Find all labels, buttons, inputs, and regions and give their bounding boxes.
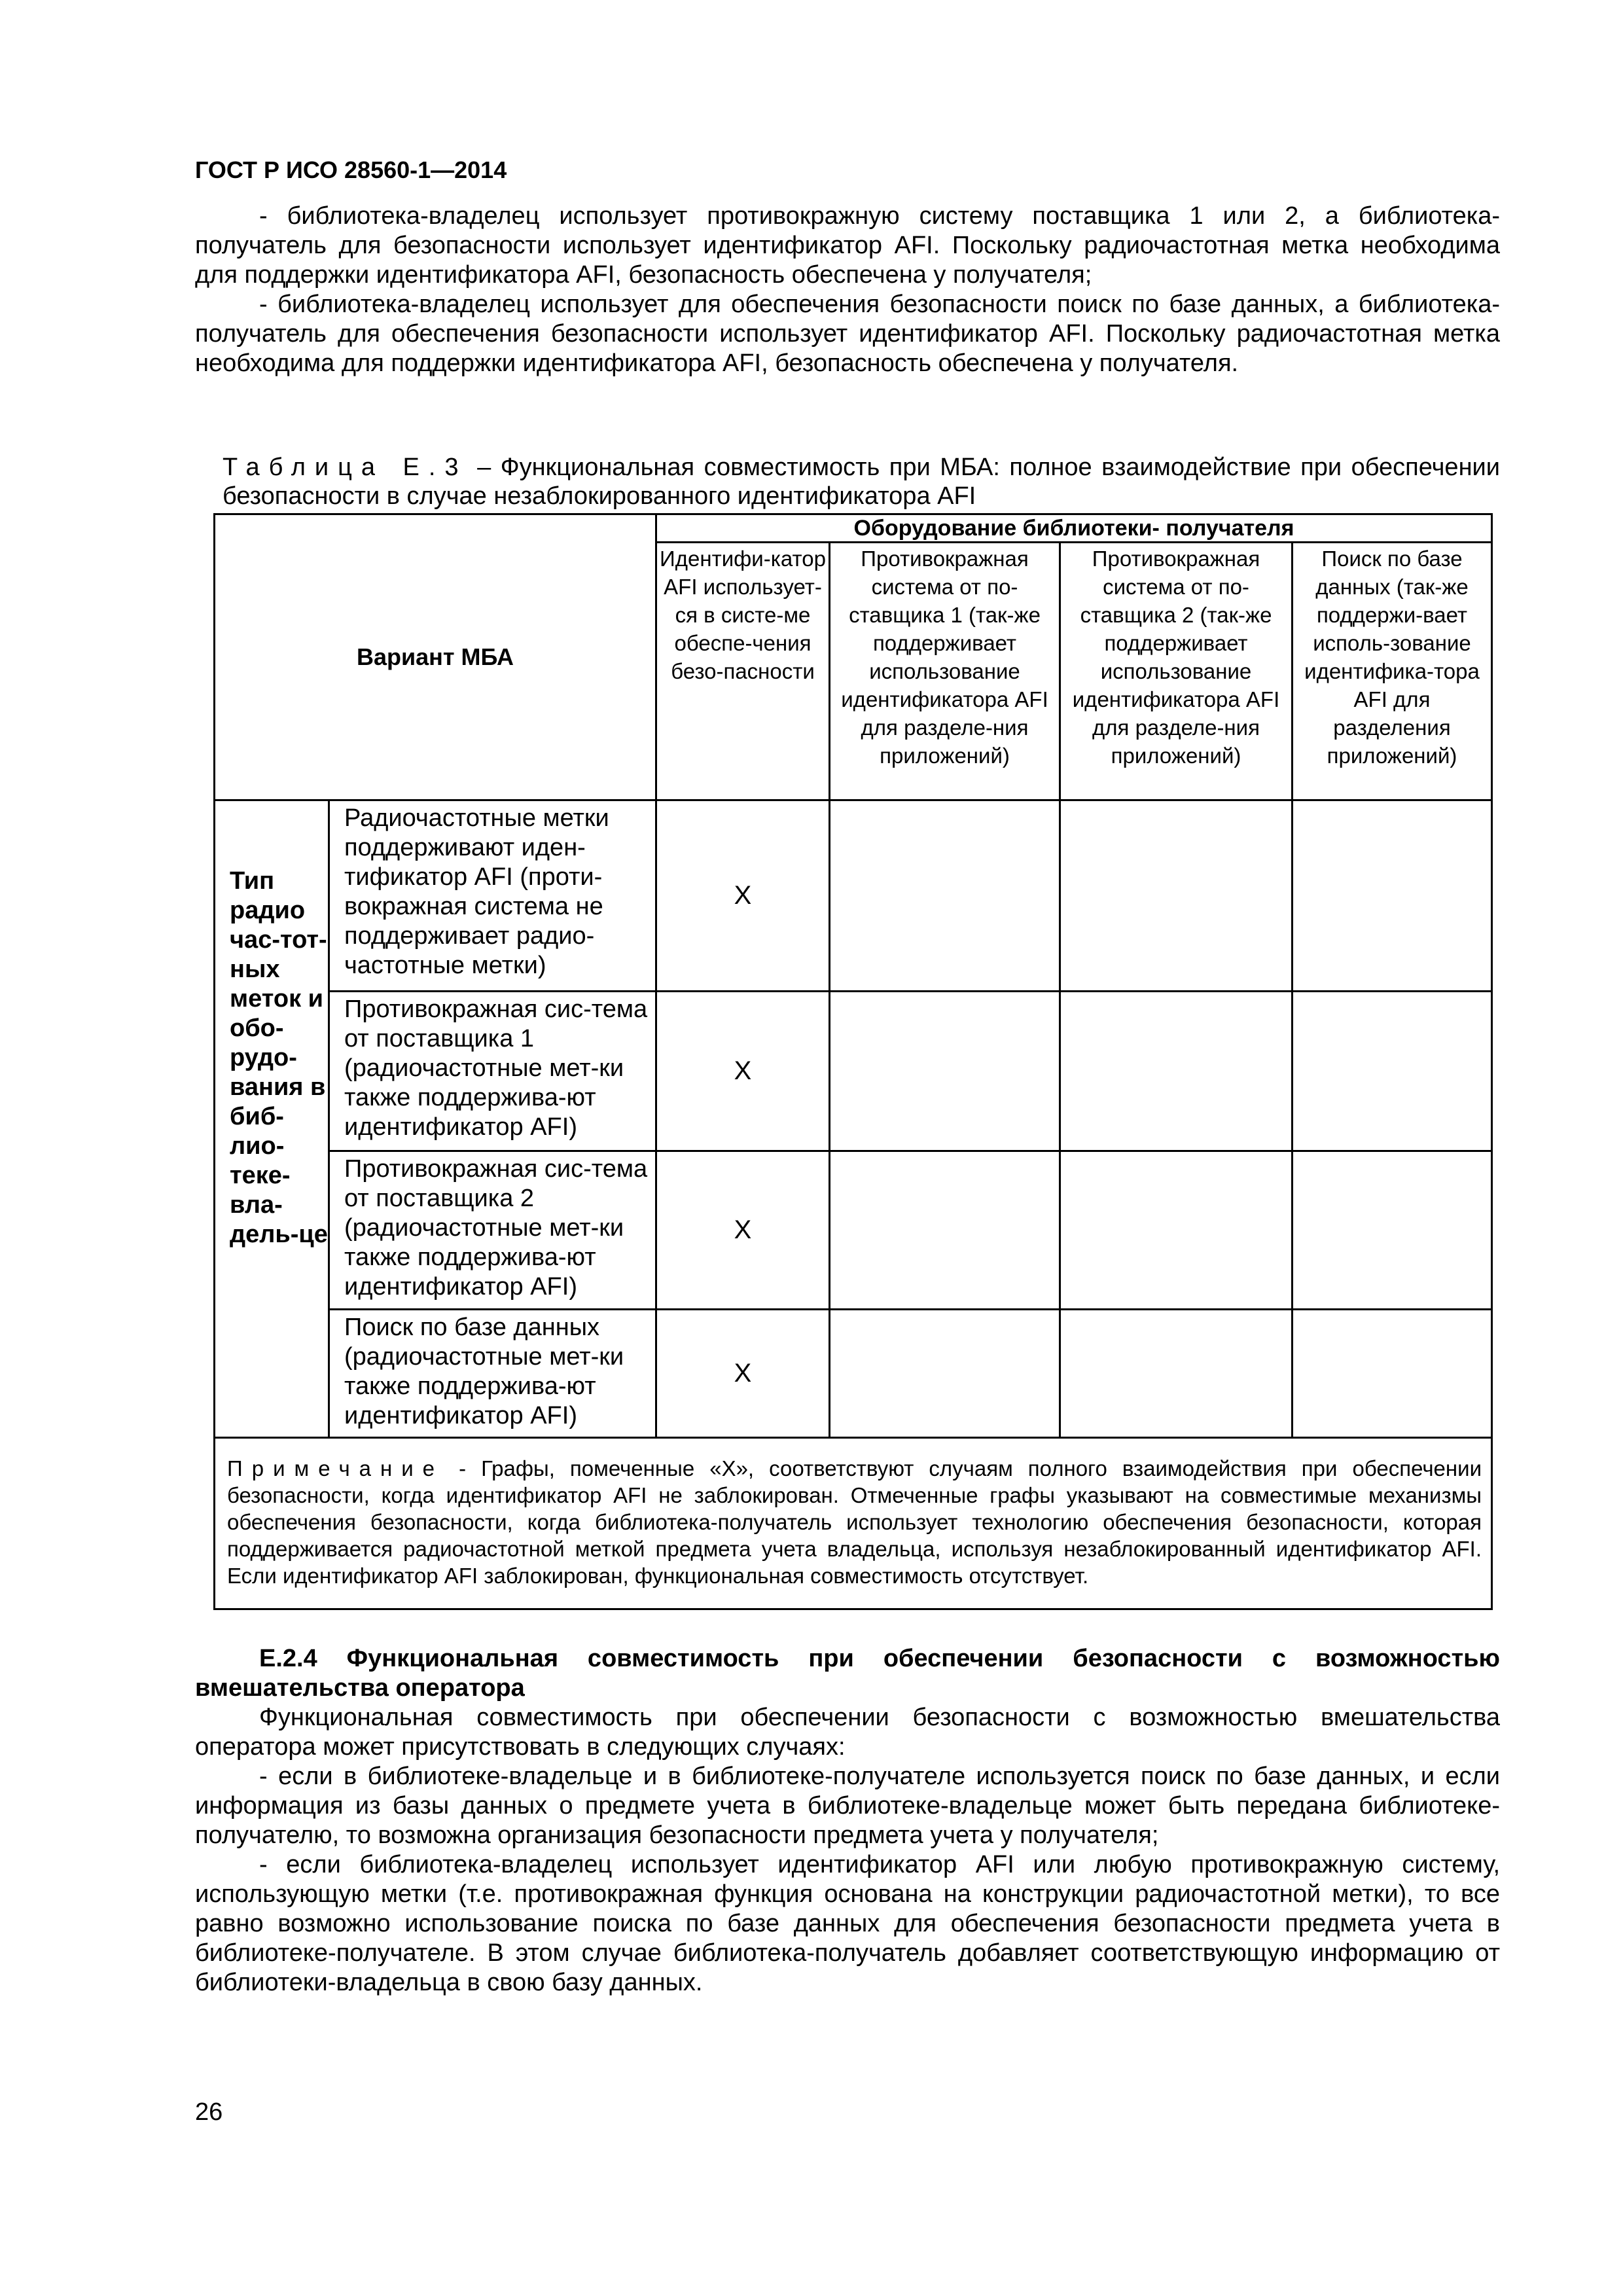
column-header: Противокражная система от по-ставщика 1 (так-же поддерживает использование идентификатора AFI для разделе-ния приложений) bbox=[830, 543, 1060, 800]
compat-cell bbox=[830, 1151, 1060, 1310]
table-caption-label: Таблица Е.3 bbox=[223, 454, 468, 481]
compatibility-table bbox=[213, 513, 1493, 1610]
intro-paragraph: - библиотека-владелец использует для обеспечения безопасности поиск по базе данных, а библиотека-получатель для обеспечения безопасности использует идентификатор AFI. Поскольку радиочастотная метка необходима для поддержки идентификатора AFI, безопасность обеспечена у получателя. bbox=[195, 291, 1500, 377]
column-header: Идентифи-катор AFI использует-ся в систе-ме обеспе-чения безо-пасности bbox=[656, 543, 830, 800]
compat-cell bbox=[1293, 1151, 1492, 1310]
row-label: Противокражная сис-тема от поставщика 2 (радиочастотные мет-ки также поддержива-ют идентификатор AFI) bbox=[329, 1151, 656, 1310]
intro-paragraph: - библиотека-владелец использует противокражную систему поставщика 1 или 2, а библиотека-получатель для безопасности использует идентификатор AFI. Поскольку радиочастотная метка необходима для поддержки идентификатора AFI, безопасность обеспечена у получателя; bbox=[195, 202, 1500, 289]
owner-type-label: Тип радио час-тот-ных меток и обо-рудо-вания в биб-лио-теке-вла-дель-це bbox=[215, 800, 329, 1438]
compat-cell bbox=[1060, 800, 1293, 992]
compat-cell bbox=[1060, 992, 1293, 1151]
compat-cell bbox=[830, 992, 1060, 1151]
compat-cell: X bbox=[656, 992, 830, 1151]
row-label: Противокражная сис-тема от поставщика 1 (радиочастотные мет-ки также поддержива-ют идентификатор AFI) bbox=[329, 992, 656, 1151]
section-title: Е.2.4 Функциональная совместимость при обеспечении безопасности с возможностью вмешательства оператора bbox=[195, 1645, 1500, 1702]
table-note-label: Примечание bbox=[227, 1456, 444, 1480]
compat-cell: X bbox=[656, 800, 830, 992]
compat-cell bbox=[830, 1310, 1060, 1438]
column-header: Поиск по базе данных (так-же поддержи-вает исполь-зование идентифика-тора AFI для разделения приложений) bbox=[1293, 543, 1492, 800]
compat-cell: X bbox=[656, 1310, 830, 1438]
document-header: ГОСТ Р ИСО 28560-1—2014 bbox=[195, 156, 507, 183]
receiver-equipment-header: Оборудование библиотеки- получателя bbox=[656, 514, 1492, 543]
page-number: 26 bbox=[195, 2098, 223, 2126]
compat-cell bbox=[1293, 992, 1492, 1151]
section-paragraph: Функциональная совместимость при обеспечении безопасности с возможностью вмешательства оператора может присутствовать в следующих случаях: bbox=[195, 1704, 1500, 1761]
compat-cell bbox=[1060, 1310, 1293, 1438]
compat-cell bbox=[1293, 800, 1492, 992]
compat-cell bbox=[1060, 1151, 1293, 1310]
compat-cell bbox=[1293, 1310, 1492, 1438]
section-e24 bbox=[195, 1644, 1500, 1998]
table-note bbox=[215, 1438, 1492, 1609]
column-header: Противокражная система от по-ставщика 2 (так-же поддерживает использование идентификатора AFI для разделе-ния приложений) bbox=[1060, 543, 1293, 800]
row-label: Радиочастотные метки поддерживают иден-тификатор AFI (проти-вокражная система не поддерживает радио-частотные метки) bbox=[329, 800, 656, 992]
table-caption-text: – Функциональная совместимость при МБА: полное взаимодействие при обеспечении безопасности в случае незаблокированного идентификатора AFI bbox=[223, 454, 1501, 510]
variant-header: Вариант МБА bbox=[215, 514, 656, 800]
table-caption bbox=[223, 453, 1500, 511]
section-paragraph: - если библиотека-владелец использует идентификатор AFI или любую противокражную систему, использующую метки (т.е. противокражная функция основана на конструкции радиочастотной метки), то все равно возможно использование поиска по базе данных для обеспечения безопасности предмета учета в библиотеке-получателе. В этом случае библиотека-получатель добавляет соответствующую информацию от библиотеки-владельца в свою базу данных. bbox=[195, 1851, 1500, 1996]
intro-text bbox=[195, 202, 1500, 378]
compat-cell: X bbox=[656, 1151, 830, 1310]
table-note-text: - Графы, помеченные «X», соответствуют случаям полного взаимодействия при обеспечении безопасности, когда идентификатор AFI не заблокирован. Отмеченные графы указывают на совместимые механизмы обеспечения безопасности, когда библиотека-получатель использует технологию обеспечения безопасности, которая поддерживается радиочастотной меткой предмета учета владельца, используя незаблокированный идентификатор AFI. Если идентификатор AFI заблокирован, функциональная совместимость отсутствует. bbox=[227, 1456, 1482, 1588]
section-paragraph: - если в библиотеке-владельце и в библиотеке-получателе используется поиск по базе данных, и если информация из базы данных о предмете учета в библиотеке-владельце может быть передана библиотеке-получателю, то возможна организация безопасности предмета учета у получателя; bbox=[195, 1763, 1500, 1849]
compat-cell bbox=[830, 800, 1060, 992]
row-label: Поиск по базе данных (радиочастотные мет-ки также поддержива-ют идентификатор AFI) bbox=[329, 1310, 656, 1438]
